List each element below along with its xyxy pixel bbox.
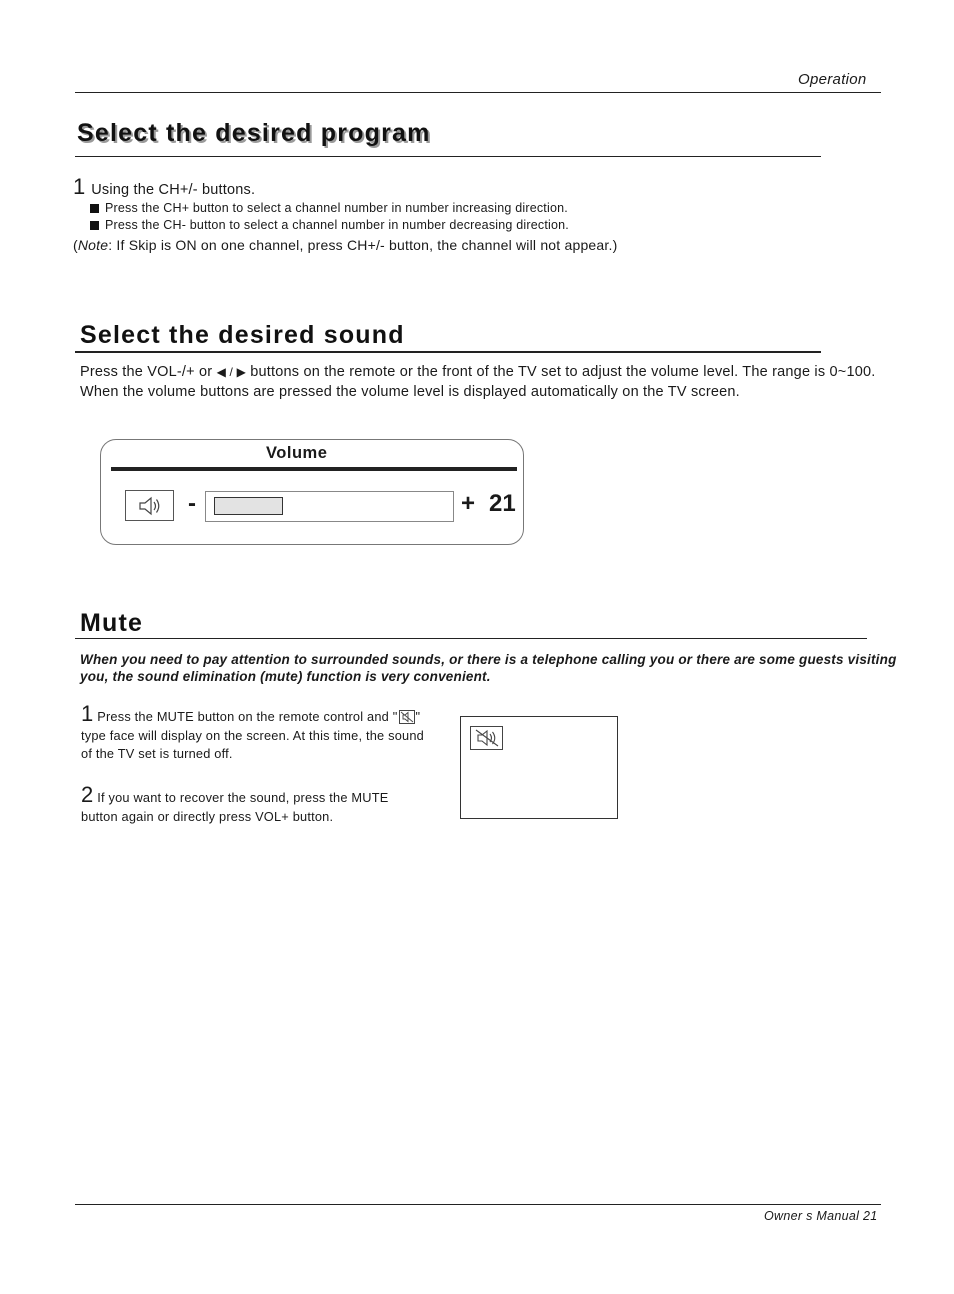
header-rule <box>75 92 881 93</box>
mute-speaker-icon <box>470 726 503 750</box>
step-text: Using the CH+/- buttons. <box>91 182 256 198</box>
bullet-text: Press the CH- button to select a channel number in number decreasing direction. <box>105 218 569 232</box>
program-note <box>73 237 617 253</box>
mute-step-1 <box>81 703 451 764</box>
sound-section-title: Select the desired sound <box>80 321 405 349</box>
header-section-label: Operation <box>798 71 867 88</box>
mute-step-2 <box>81 784 451 826</box>
mute-step-text: of the TV set is turned off. <box>81 746 233 761</box>
footer-page-label: Owner s Manual 21 <box>764 1209 878 1223</box>
volume-level-fill <box>214 497 283 515</box>
note-text: : If Skip is ON on one channel, press CH+/- button, the channel will not appear.) <box>108 237 618 253</box>
mute-step-text: If you want to recover the sound, press the MUTE <box>97 790 389 805</box>
program-section-title: Select the desired program <box>77 119 431 147</box>
program-title-rule <box>75 156 821 157</box>
bullet-square-icon <box>90 221 99 230</box>
speaker-icon <box>125 490 174 521</box>
footer-rule <box>75 1204 881 1205</box>
volume-osd-title: Volume <box>266 444 328 462</box>
mute-step-text: type face will display on the screen. At this time, the sound <box>81 727 424 743</box>
note-label: Note <box>77 237 109 253</box>
mute-section-title: Mute <box>80 609 144 637</box>
bullet-square-icon <box>90 204 99 213</box>
mute-symbol-icon <box>399 710 415 724</box>
sound-paragraph-2: When the volume buttons are pressed the volume level is displayed automatically on the TV screen. <box>80 384 740 400</box>
mute-step-text: " <box>415 709 421 724</box>
mute-intro-text: When you need to pay attention to surrounded sounds, or there is a telephone calling you or there are some guests visiting you, the sound elimination (mute) function is very convenient. <box>80 652 897 684</box>
mute-step-text: Press the MUTE button on the remote control and " <box>97 709 398 724</box>
volume-osd-divider <box>111 467 517 471</box>
mute-step-text: button again or directly press VOL+ button. <box>81 808 334 824</box>
sound-title-rule <box>75 351 821 353</box>
sound-text-part: buttons on the remote or the front of the TV set to adjust the volume level. The range is 0~100. <box>246 364 876 380</box>
step-number: 1 <box>81 701 94 726</box>
mute-title-rule <box>75 638 867 639</box>
step-number: 1 <box>73 174 86 199</box>
bullet-text: Press the CH+ button to select a channel number in number increasing direction. <box>105 201 568 215</box>
sound-text-part: Press the VOL-/+ or <box>80 364 217 380</box>
program-bullet-2 <box>90 218 569 232</box>
note-open-paren: ( <box>73 237 78 253</box>
volume-value: 21 <box>489 490 516 517</box>
volume-minus-sign: - <box>188 490 196 517</box>
program-bullet-1 <box>90 201 568 215</box>
left-right-arrow-icon: ◀ / ▶ <box>216 365 247 379</box>
step-number: 2 <box>81 782 94 807</box>
volume-plus-sign: + <box>461 490 476 517</box>
sound-paragraph-1 <box>80 364 876 380</box>
program-step-1 <box>73 176 255 198</box>
